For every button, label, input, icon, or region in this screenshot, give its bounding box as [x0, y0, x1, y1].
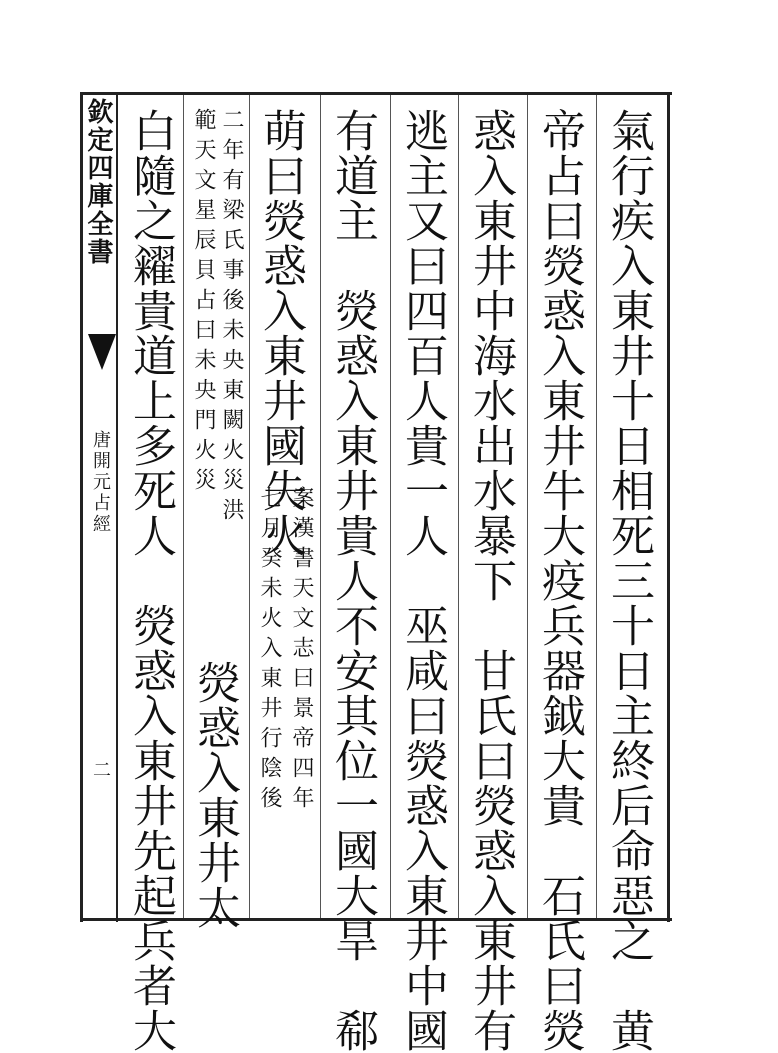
note-column-d: 範天文星辰貝占曰未央門火災 — [191, 108, 216, 498]
column-divider — [390, 95, 391, 918]
text-column-5: 有道主 熒惑入東井貴人不安其位一國大旱 郗 — [327, 108, 378, 1053]
section-title: 唐開元占經 — [90, 430, 111, 535]
text-column-2: 帝占曰熒惑入東井牛大疫兵器鉞大貴 石氏曰熒 — [534, 108, 585, 1053]
text-column-8: 白隨之糴貴道上多死人 熒惑入東井先起兵者大 — [125, 108, 176, 1053]
text-column-1: 氣行疾入東井十日相死三十日主終后命惡之 黄 — [603, 108, 654, 1053]
text-column-3: 惑入東井中海水出水暴下 甘氏曰熒惑入東井有 — [465, 108, 516, 1053]
note-column-b: 七月癸未火入東井行陰後 — [257, 486, 282, 816]
column-divider — [458, 95, 459, 918]
book-title: 欽定四庫全書 — [83, 98, 113, 266]
fishtail-mark — [88, 334, 116, 370]
margin-divider-rule — [116, 92, 118, 922]
column-divider — [249, 95, 250, 918]
column-divider — [183, 95, 184, 918]
note-column-c: 二年有梁氏事後未央東闕火災洪 — [219, 108, 244, 528]
frame-top-rule — [80, 92, 672, 95]
frame-right-rule — [667, 92, 670, 922]
page-number: 二 — [90, 760, 111, 778]
note-column-a: 案漢書天文志曰景帝四年 — [289, 486, 314, 816]
column-divider — [596, 95, 597, 918]
column-divider — [320, 95, 321, 918]
text-column-4: 逃主又曰四百人貴一人 巫咸曰熒惑入東井中國 — [397, 108, 448, 1053]
text-column-7-tail: 熒惑入東井太 — [189, 660, 240, 930]
column-divider — [527, 95, 528, 918]
text-column-6: 萌曰熒惑入東井國失火 — [255, 108, 306, 558]
